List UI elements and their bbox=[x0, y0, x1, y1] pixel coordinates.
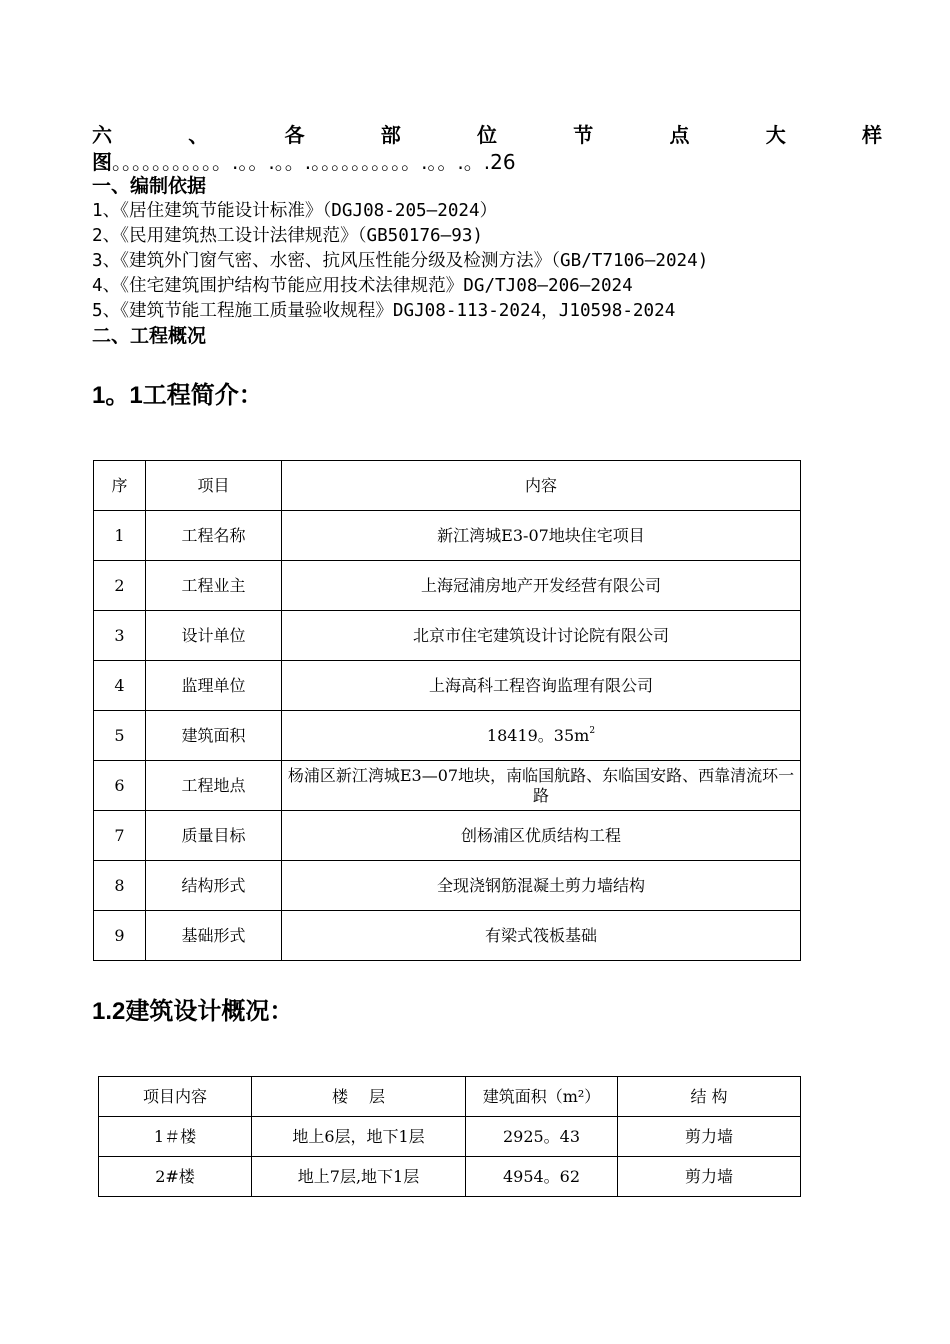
subsection-heading-intro: 1。1工程简介： bbox=[92, 382, 263, 409]
toc-char: 节 bbox=[573, 123, 594, 147]
cell-floors: 地上7层,地下1层 bbox=[252, 1157, 466, 1197]
cell-no: 1 bbox=[94, 511, 146, 561]
cell-content: 上海冠浦房地产开发经营有限公司 bbox=[282, 561, 801, 611]
cell-no: 4 bbox=[94, 661, 146, 711]
cell-area: 4954。62 bbox=[466, 1157, 618, 1197]
table-row bbox=[94, 611, 801, 661]
reference-list bbox=[92, 199, 708, 324]
cell-structure: 剪力墙 bbox=[618, 1117, 801, 1157]
toc-char: 大 bbox=[765, 123, 786, 147]
cell-area: 2925。43 bbox=[466, 1117, 618, 1157]
cell-content: 全现浇钢筋混凝土剪力墙结构 bbox=[282, 861, 801, 911]
table-row bbox=[94, 911, 801, 961]
subsection-heading-design: 1.2建筑设计概况： bbox=[92, 998, 294, 1025]
header-cell-no: 序 bbox=[94, 461, 146, 511]
table-row bbox=[94, 761, 801, 811]
cell-content: 新江湾城E3-07地块住宅项目 bbox=[282, 511, 801, 561]
cell-content: 创杨浦区优质结构工程 bbox=[282, 811, 801, 861]
reference-item: 4、《住宅建筑围护结构节能应用技术法律规范》DG/TJ08—206—2024 bbox=[92, 276, 633, 296]
cell-item: 设计单位 bbox=[146, 611, 282, 661]
table-row bbox=[94, 861, 801, 911]
cell-item: 工程地点 bbox=[146, 761, 282, 811]
header-cell-item: 项目 bbox=[146, 461, 282, 511]
toc-leader-dots: 。。。。。。。。。。。.。。.。。.。。。。。。。。。。.。。.。. bbox=[112, 150, 491, 174]
cell-building: 2#楼 bbox=[99, 1157, 252, 1197]
cell-item: 监理单位 bbox=[146, 661, 282, 711]
cell-no: 6 bbox=[94, 761, 146, 811]
cell-item: 工程名称 bbox=[146, 511, 282, 561]
cell-no: 7 bbox=[94, 811, 146, 861]
table-header-row bbox=[94, 461, 801, 511]
cell-no: 3 bbox=[94, 611, 146, 661]
cell-content: 有梁式筏板基础 bbox=[282, 911, 801, 961]
header-cell-area: 建筑面积（m²） bbox=[466, 1077, 618, 1117]
table-row bbox=[99, 1117, 801, 1157]
table-row bbox=[94, 711, 801, 761]
cell-no: 9 bbox=[94, 911, 146, 961]
header-cell-name: 项目内容 bbox=[99, 1077, 252, 1117]
reference-item: 1、《居住建筑节能设计标准》（DGJ08-205—2024） bbox=[92, 201, 498, 221]
cell-no: 8 bbox=[94, 861, 146, 911]
toc-entry-continuation bbox=[92, 149, 882, 175]
cell-content: 杨浦区新江湾城E3—07地块，南临国航路、东临国安路、西靠清流环一路 bbox=[282, 761, 801, 811]
header-cell-floors: 楼 层 bbox=[252, 1077, 466, 1117]
header-cell-content: 内容 bbox=[282, 461, 801, 511]
toc-continuation-char: 图 bbox=[92, 150, 112, 174]
cell-item: 基础形式 bbox=[146, 911, 282, 961]
toc-char: 部 bbox=[380, 123, 401, 147]
cell-content bbox=[282, 711, 801, 761]
toc-page-number: 26 bbox=[490, 150, 516, 174]
table-row bbox=[99, 1157, 801, 1197]
table-header-row bbox=[99, 1077, 801, 1117]
header-cell-structure: 结 构 bbox=[618, 1077, 801, 1117]
toc-char: 点 bbox=[669, 123, 690, 147]
cell-structure: 剪力墙 bbox=[618, 1157, 801, 1197]
cell-content: 北京市住宅建筑设计讨论院有限公司 bbox=[282, 611, 801, 661]
toc-entry-heading bbox=[92, 122, 882, 148]
cell-item: 结构形式 bbox=[146, 861, 282, 911]
building-design-table bbox=[98, 1076, 801, 1197]
cell-no: 5 bbox=[94, 711, 146, 761]
section-heading-basis: 一、编制依据 bbox=[92, 175, 207, 197]
reference-item: 5、《建筑节能工程施工质量验收规程》DGJ08-113-2024，J10598-2024 bbox=[92, 301, 676, 321]
toc-char: 、 bbox=[188, 123, 209, 147]
cell-content: 上海高科工程咨询监理有限公司 bbox=[282, 661, 801, 711]
section-heading-overview: 二、工程概况 bbox=[92, 325, 207, 347]
toc-char: 各 bbox=[284, 123, 305, 147]
table-row bbox=[94, 661, 801, 711]
toc-char: 样 bbox=[862, 123, 882, 147]
project-intro-table bbox=[93, 460, 801, 961]
reference-item: 2、《民用建筑热工设计法律规范》（GB50176—93) bbox=[92, 226, 484, 246]
area-unit-exponent: 2 bbox=[589, 725, 596, 736]
cell-floors: 地上6层，地下1层 bbox=[252, 1117, 466, 1157]
table-row bbox=[94, 811, 801, 861]
cell-item: 质量目标 bbox=[146, 811, 282, 861]
area-value: 18419。35m bbox=[486, 725, 590, 745]
cell-building: 1＃楼 bbox=[99, 1117, 252, 1157]
toc-char: 位 bbox=[477, 123, 497, 147]
toc-char: 六 bbox=[92, 123, 112, 147]
table-row bbox=[94, 511, 801, 561]
cell-item: 建筑面积 bbox=[146, 711, 282, 761]
table-row bbox=[94, 561, 801, 611]
cell-no: 2 bbox=[94, 561, 146, 611]
reference-item: 3、《建筑外门窗气密、水密、抗风压性能分级及检测方法》（GB/T7106—2024) bbox=[92, 251, 709, 271]
cell-item: 工程业主 bbox=[146, 561, 282, 611]
